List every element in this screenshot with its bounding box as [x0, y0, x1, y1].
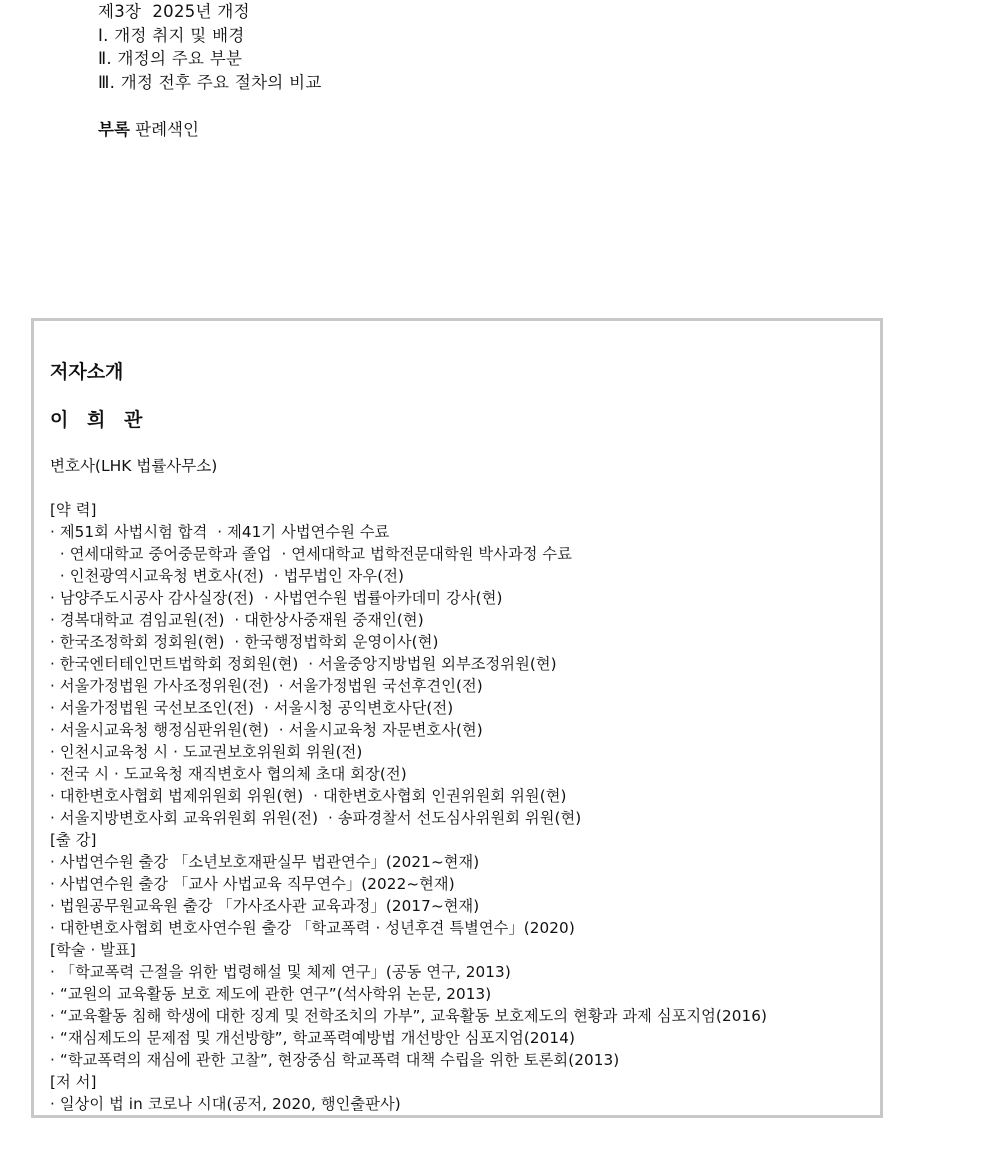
bio-line: · “교원의 교육활동 보호 제도에 관한 연구”(석사학위 논문, 2013) — [50, 985, 492, 1003]
bio-line: · 경복대학교 겸임교원(전) · 대한상사중재원 중재인(현) — [50, 611, 424, 629]
bio-line: · 서울시교육청 행정심판위원(현) · 서울시교육청 자문변호사(현) — [50, 721, 483, 739]
bio-line: · 사법연수원 출강 「교사 사법교육 직무연수」(2022~현재) — [50, 875, 455, 893]
bio-line: · “교육활동 침해 학생에 대한 징계 및 전학조치의 가부”, 교육활동 보호제도의 현황과 과제 심포지엄(2016) — [50, 1007, 768, 1025]
bio-line: · 인천시교육청 시 · 도교권보호위원회 위원(전) — [50, 743, 363, 761]
bio-body — [50, 499, 880, 1115]
table-of-contents — [98, 0, 322, 94]
author-bio-box — [31, 318, 883, 1118]
bio-line: · 한국엔터테인먼트법학회 정회원(현) · 서울중앙지방법원 외부조정위원(현) — [50, 655, 557, 673]
bio-line: · 일상이 법 in 코로나 시대(공저, 2020, 행인출판사) — [50, 1095, 401, 1113]
bio-line: · 서울지방변호사회 교육위원회 위원(전) · 송파경찰서 선도심사위원회 위원(현) — [50, 809, 582, 827]
author-name: 이 희 관 — [50, 409, 149, 431]
bio-line: · 사법연수원 출강 「소년보호재판실무 법관연수」(2021~현재) — [50, 853, 480, 871]
bio-line: · 전국 시 · 도교육청 재직변호사 협의체 초대 회장(전) — [50, 765, 407, 783]
appendix-title: 판례색인 — [135, 120, 199, 139]
bio-line: [약 력] — [50, 501, 97, 519]
toc-item: Ⅰ. 개정 취지 및 배경 — [98, 25, 245, 45]
bio-line: · 남양주도시공사 감사실장(전) · 사법연수원 법률아카데미 강사(현) — [50, 589, 503, 607]
bio-line: · “재심제도의 문제점 및 개선방향”, 학교폭력예방법 개선방안 심포지엄(2014) — [50, 1029, 575, 1047]
bio-line: [저 서] — [50, 1073, 97, 1091]
bio-line: · “학교폭력의 재심에 관한 고찰”, 현장중심 학교폭력 대책 수립을 위한 토론회(2013) — [50, 1051, 620, 1069]
toc-item: Ⅱ. 개정의 주요 부분 — [98, 49, 243, 68]
bio-line: · 「학교폭력 근절을 위한 법령해설 및 체제 연구」(공동 연구, 2013) — [50, 963, 511, 981]
toc-item: Ⅲ. 개정 전후 주요 절차의 비교 — [98, 72, 322, 92]
bio-line: · 법원공무원교육원 출강 「가사조사관 교육과정」(2017~현재) — [50, 897, 480, 915]
bio-line: · 한국조정학회 정회원(현) · 한국행정법학회 운영이사(현) — [50, 633, 439, 651]
bio-line: · 대한변호사협회 변호사연수원 출강 「학교폭력 · 성년후견 특별연수」(2020) — [50, 919, 575, 937]
bio-line: · 대한변호사협회 법제위원회 위원(현) · 대한변호사협회 인권위원회 위원(현) — [50, 787, 567, 805]
appendix-label: 부록 — [98, 120, 130, 139]
bio-line: [출 강] — [50, 831, 97, 849]
bio-line: · 서울가정법원 가사조정위원(전) · 서울가정법원 국선후견인(전) — [50, 677, 483, 695]
toc-appendix — [98, 118, 199, 142]
bio-heading: 저자소개 — [50, 361, 124, 383]
bio-line: · 제51회 사법시험 합격 · 제41기 사법연수원 수료 — [50, 523, 390, 541]
author-title: 변호사(LHK 법률사무소) — [50, 457, 218, 475]
bio-line: · 서울가정법원 국선보조인(전) · 서울시청 공익변호사단(전) — [50, 699, 454, 717]
bio-line: · 연세대학교 중어중문학과 졸업 · 연세대학교 법학전문대학원 박사과정 수료 — [50, 545, 572, 563]
bio-line: · 인천광역시교육청 변호사(전) · 법무법인 자우(전) — [50, 567, 405, 585]
bio-line: [학술 · 발표] — [50, 941, 136, 959]
toc-chapter: 제3장 2025년 개정 — [98, 2, 250, 21]
